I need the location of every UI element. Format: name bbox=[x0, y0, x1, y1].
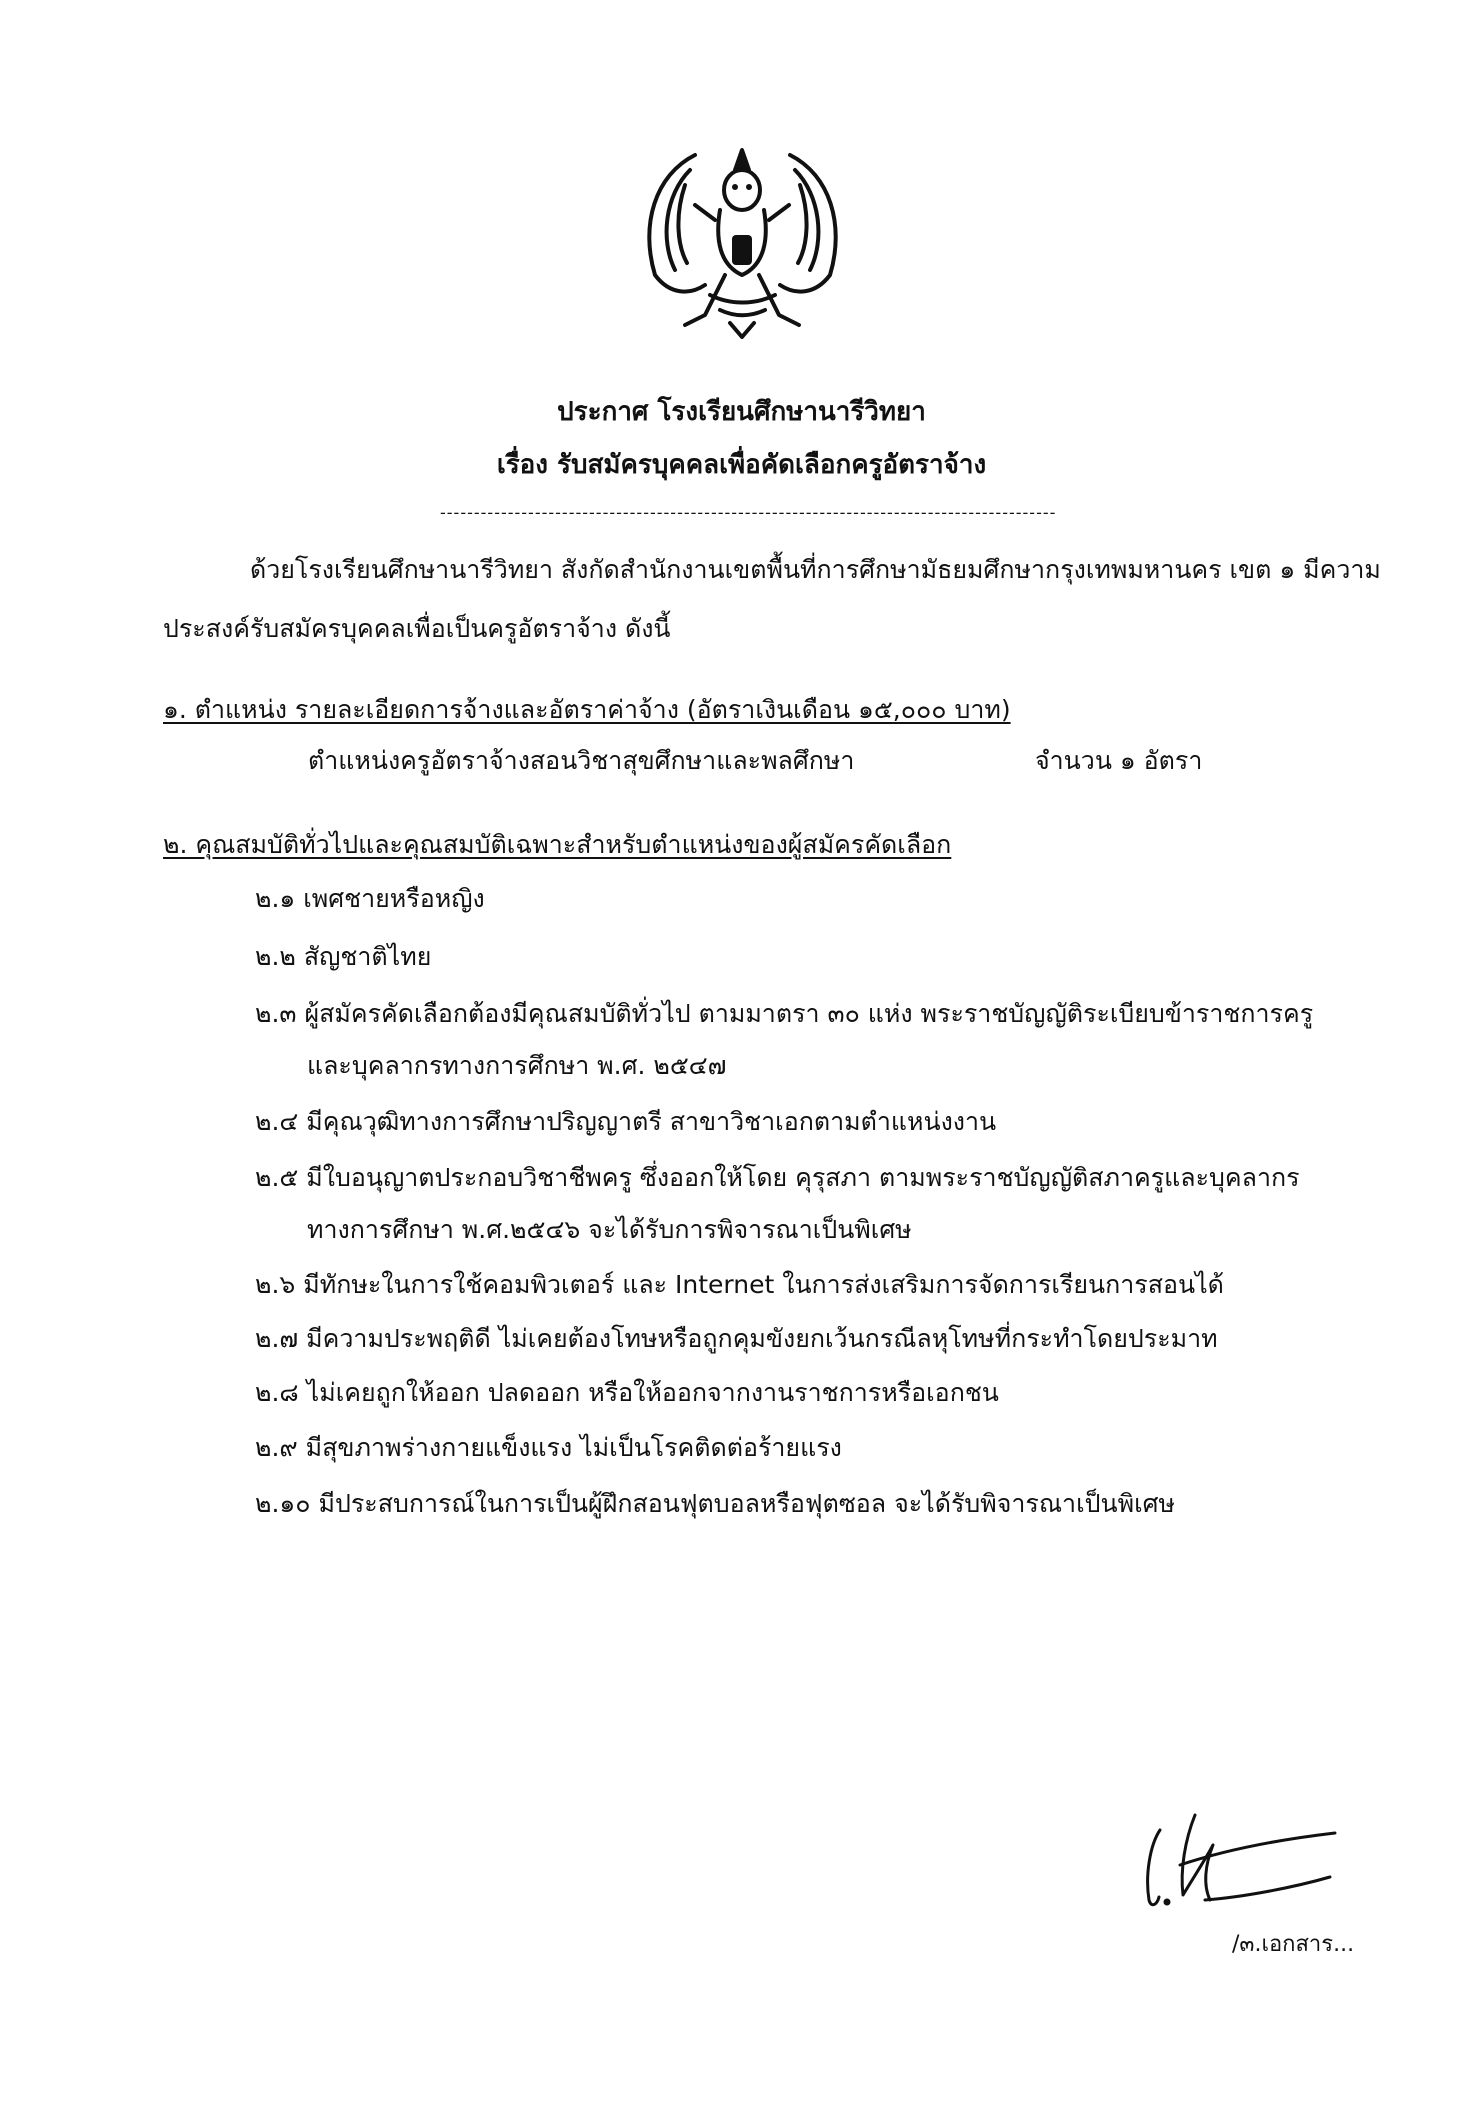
list-item: ๒.๑ เพศชายหรือหญิง bbox=[255, 884, 485, 913]
page-continuation: /๓.เอกสาร... bbox=[1232, 1932, 1355, 1957]
announcement-title: ประกาศ โรงเรียนศึกษานารีวิทยา bbox=[557, 397, 926, 427]
signature bbox=[1135, 1805, 1345, 1915]
list-item-continuation: ทางการศึกษา พ.ศ.๒๕๔๖ จะได้รับการพิจารณาเป็นพิเศษ bbox=[307, 1215, 912, 1244]
garuda-emblem bbox=[635, 145, 850, 340]
list-item: ๒.๑๐ มีประสบการณ์ในการเป็นผู้ฝึกสอนฟุตบอลหรือฟุตซอล จะได้รับพิจารณาเป็นพิเศษ bbox=[255, 1489, 1175, 1518]
position-title: ตำแหน่งครูอัตราจ้างสอนวิชาสุขศึกษาและพลศึกษา bbox=[308, 746, 855, 775]
list-item: ๒.๖ มีทักษะในการใช้คอมพิวเตอร์ และ Internet ในการส่งเสริมการจัดการเรียนการสอนได้ bbox=[255, 1270, 1224, 1299]
intro-line-1: ด้วยโรงเรียนศึกษานารีวิทยา สังกัดสำนักงานเขตพื้นที่การศึกษามัธยมศึกษากรุงเทพมหานคร เขต ๑ มีความ bbox=[250, 555, 1381, 584]
section-1-heading: ๑. ตำแหน่ง รายละเอียดการจ้างและอัตราค่าจ้าง (อัตราเงินเดือน ๑๕,๐๐๐ บาท) bbox=[163, 695, 1011, 724]
list-item: ๒.๘ ไม่เคยถูกให้ออก ปลดออก หรือให้ออกจากงานราชการหรือเอกชน bbox=[255, 1378, 999, 1407]
intro-line-2: ประสงค์รับสมัครบุคคลเพื่อเป็นครูอัตราจ้าง ดังนี้ bbox=[163, 614, 671, 643]
header-divider: ------------------------------------------------------------------------------------------- bbox=[440, 503, 1057, 522]
announcement-subject: เรื่อง รับสมัครบุคคลเพื่อคัดเลือกครูอัตราจ้าง bbox=[496, 450, 987, 480]
list-item-continuation: และบุคลากรทางการศึกษา พ.ศ. ๒๕๔๗ bbox=[307, 1051, 727, 1080]
list-item: ๒.๔ มีคุณวุฒิทางการศึกษาปริญญาตรี สาขาวิชาเอกตามตำแหน่งงาน bbox=[255, 1107, 997, 1136]
list-item: ๒.๗ มีความประพฤติดี ไม่เคยต้องโทษหรือถูกคุมขังยกเว้นกรณีลหุโทษที่กระทำโดยประมาท bbox=[255, 1324, 1218, 1353]
list-item: ๒.๓ ผู้สมัครคัดเลือกต้องมีคุณสมบัติทั่วไป ตามมาตรา ๓๐ แห่ง พระราชบัญญัติระเบียบข้าราชการครู bbox=[255, 999, 1314, 1028]
list-item: ๒.๕ มีใบอนุญาตประกอบวิชาชีพครู ซึ่งออกให้โดย คุรุสภา ตามพระราชบัญญัติสภาครูและบุคลากร bbox=[255, 1163, 1300, 1192]
section-2-heading: ๒. คุณสมบัติทั่วไปและคุณสมบัติเฉพาะสำหรับตำแหน่งของผู้สมัครคัดเลือก bbox=[163, 830, 952, 859]
list-item: ๒.๙ มีสุขภาพร่างกายแข็งแรง ไม่เป็นโรคติดต่อร้ายแรง bbox=[255, 1433, 842, 1462]
position-quantity: จำนวน ๑ อัตรา bbox=[1035, 746, 1203, 775]
list-item: ๒.๒ สัญชาติไทย bbox=[255, 942, 432, 971]
